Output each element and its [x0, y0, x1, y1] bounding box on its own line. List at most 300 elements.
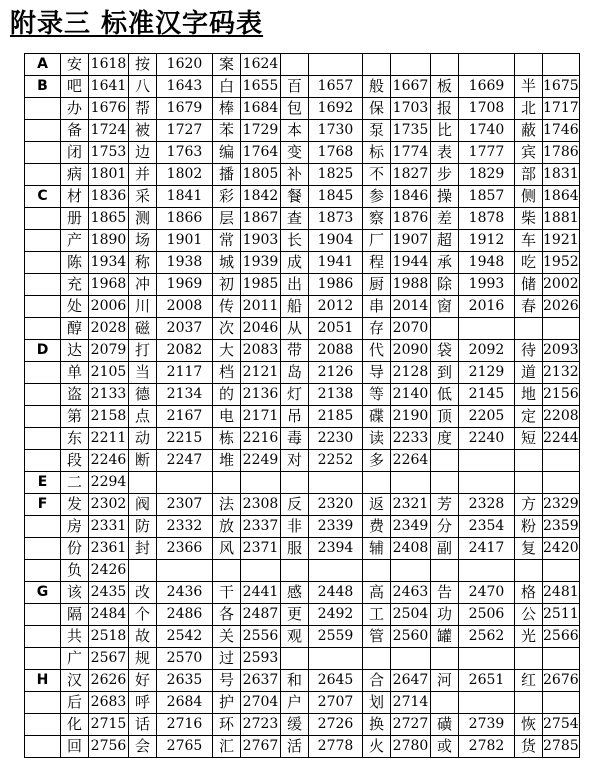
code-cell: 2140: [391, 384, 431, 406]
code-cell: 2651: [459, 670, 515, 692]
hanzi-cell: 播: [213, 164, 241, 186]
code-cell: 2294: [89, 472, 129, 494]
code-cell: 2233: [391, 428, 431, 450]
hanzi-cell: 层: [213, 208, 241, 230]
code-cell: 2230: [309, 428, 363, 450]
hanzi-cell: [431, 648, 459, 670]
code-cell: 2249: [241, 450, 281, 472]
hanzi-cell: 度: [431, 428, 459, 450]
hanzi-cell: 会: [129, 736, 157, 758]
hanzi-cell: 环: [213, 714, 241, 736]
code-cell: 1825: [309, 164, 363, 186]
code-cell: 2714: [391, 692, 431, 714]
hanzi-cell: 干: [213, 582, 241, 604]
hanzi-cell: 对: [281, 450, 309, 472]
code-cell: [543, 318, 580, 340]
hanzi-cell: 光: [515, 626, 543, 648]
hanzi-cell: 包: [281, 98, 309, 120]
hanzi-cell: 第: [61, 406, 89, 428]
hanzi-cell: 岛: [281, 362, 309, 384]
table-row: [25, 714, 580, 736]
code-cell: 1845: [309, 186, 363, 208]
table-row: [25, 164, 580, 186]
code-cell: 2093: [543, 340, 580, 362]
hanzi-cell: 单: [61, 362, 89, 384]
hanzi-cell: [281, 472, 309, 494]
code-cell: 1938: [157, 252, 213, 274]
hanzi-cell: [431, 318, 459, 340]
code-cell: 1878: [459, 208, 515, 230]
hanzi-cell: 棒: [213, 98, 241, 120]
hanzi-cell: 苯: [213, 120, 241, 142]
hanzi-cell: 案: [213, 54, 241, 76]
code-cell: [309, 648, 363, 670]
code-cell: 2567: [89, 648, 129, 670]
hanzi-cell: [363, 648, 391, 670]
hanzi-cell: 低: [431, 384, 459, 406]
code-cell: 2246: [89, 450, 129, 472]
hanzi-cell: 导: [363, 362, 391, 384]
code-cell: 2486: [157, 604, 213, 626]
hanzi-cell: 费: [363, 516, 391, 538]
hanzi-cell: 货: [515, 736, 543, 758]
hanzi-cell: 告: [431, 582, 459, 604]
group-letter: [25, 296, 61, 318]
code-cell: 2185: [309, 406, 363, 428]
hanzi-cell: 呼: [129, 692, 157, 714]
code-cell: 2026: [543, 296, 580, 318]
group-letter: [25, 428, 61, 450]
hanzi-cell: [515, 54, 543, 76]
table-row: [25, 362, 580, 384]
hanzi-cell: 称: [129, 252, 157, 274]
table-row: [25, 516, 580, 538]
group-letter: [25, 318, 61, 340]
hanzi-cell: 复: [515, 538, 543, 560]
group-letter: E: [25, 472, 61, 494]
hanzi-cell: [213, 560, 241, 582]
hanzi-cell: 被: [129, 120, 157, 142]
code-cell: 1827: [391, 164, 431, 186]
group-letter: [25, 142, 61, 164]
hanzi-cell: 管: [363, 626, 391, 648]
hanzi-cell: 档: [213, 362, 241, 384]
hanzi-cell: 和: [281, 670, 309, 692]
table-row: [25, 142, 580, 164]
hanzi-cell: 隔: [61, 604, 89, 626]
hanzi-cell: 非: [281, 516, 309, 538]
code-cell: 2436: [157, 582, 213, 604]
hanzi-cell: 话: [129, 714, 157, 736]
code-cell: 2560: [391, 626, 431, 648]
code-cell: 1921: [543, 230, 580, 252]
code-cell: 2133: [89, 384, 129, 406]
code-cell: 2626: [89, 670, 129, 692]
code-cell: 1692: [309, 98, 363, 120]
code-cell: [543, 560, 580, 582]
group-letter: [25, 692, 61, 714]
code-cell: [157, 472, 213, 494]
hanzi-cell: 阀: [129, 494, 157, 516]
hanzi-cell: 规: [129, 648, 157, 670]
hanzi-cell: 后: [61, 692, 89, 714]
table-row: [25, 296, 580, 318]
code-cell: [391, 560, 431, 582]
code-cell: 2307: [157, 494, 213, 516]
code-cell: [543, 692, 580, 714]
code-cell: 1620: [157, 54, 213, 76]
hanzi-cell: 缓: [281, 714, 309, 736]
code-cell: 2704: [241, 692, 281, 714]
hanzi-cell: 高: [363, 582, 391, 604]
hanzi-cell: 闭: [61, 142, 89, 164]
hanzi-cell: 察: [363, 208, 391, 230]
hanzi-cell: 地: [515, 384, 543, 406]
code-cell: 2426: [89, 560, 129, 582]
table-row: [25, 494, 580, 516]
code-cell: 2559: [309, 626, 363, 648]
hanzi-cell: 材: [61, 186, 89, 208]
hanzi-cell: 充: [61, 274, 89, 296]
hanzi-cell: 更: [281, 604, 309, 626]
code-cell: 1934: [89, 252, 129, 274]
hanzi-cell: 次: [213, 318, 241, 340]
table-row: [25, 472, 580, 494]
hanzi-cell: 参: [363, 186, 391, 208]
hanzi-cell: [515, 560, 543, 582]
hanzi-cell: 出: [281, 274, 309, 296]
group-letter: [25, 516, 61, 538]
code-cell: 1774: [391, 142, 431, 164]
code-cell: 1841: [157, 186, 213, 208]
code-cell: 2216: [241, 428, 281, 450]
code-cell: 1740: [459, 120, 515, 142]
code-cell: 2002: [543, 274, 580, 296]
hanzi-cell: 读: [363, 428, 391, 450]
code-cell: 2448: [309, 582, 363, 604]
hanzi-cell: [431, 54, 459, 76]
hanzi-cell: [431, 450, 459, 472]
group-letter: [25, 538, 61, 560]
group-letter: [25, 648, 61, 670]
hanzi-cell: 部: [515, 164, 543, 186]
hanzi-cell: 蔽: [515, 120, 543, 142]
group-letter: A: [25, 54, 61, 76]
code-cell: 2359: [543, 516, 580, 538]
code-cell: 2171: [241, 406, 281, 428]
code-cell: 1873: [309, 208, 363, 230]
hanzi-cell: 德: [129, 384, 157, 406]
code-cell: 1729: [241, 120, 281, 142]
code-cell: 1669: [459, 76, 515, 98]
code-cell: 2008: [157, 296, 213, 318]
hanzi-cell: 故: [129, 626, 157, 648]
code-cell: 1941: [309, 252, 363, 274]
code-cell: 1667: [391, 76, 431, 98]
hanzi-cell: 格: [515, 582, 543, 604]
code-cell: 2012: [309, 296, 363, 318]
hanzi-cell: 采: [129, 186, 157, 208]
code-cell: 2417: [459, 538, 515, 560]
hanzi-cell: 毒: [281, 428, 309, 450]
group-letter: [25, 164, 61, 186]
code-cell: 2117: [157, 362, 213, 384]
hanzi-cell: 处: [61, 296, 89, 318]
hanzi-cell: 汉: [61, 670, 89, 692]
hanzi-cell: [363, 472, 391, 494]
table-row: [25, 208, 580, 230]
code-cell: 1805: [241, 164, 281, 186]
group-letter: [25, 604, 61, 626]
code-table: [24, 53, 580, 758]
hanzi-cell: 边: [129, 142, 157, 164]
hanzi-cell: 等: [363, 384, 391, 406]
hanzi-cell: 常: [213, 230, 241, 252]
hanzi-cell: 北: [515, 98, 543, 120]
hanzi-cell: 二: [61, 472, 89, 494]
hanzi-cell: 护: [213, 692, 241, 714]
code-cell: 1655: [241, 76, 281, 98]
hanzi-cell: 代: [363, 340, 391, 362]
code-cell: 2349: [391, 516, 431, 538]
hanzi-cell: 过: [213, 648, 241, 670]
code-cell: 2511: [543, 604, 580, 626]
code-cell: 2593: [241, 648, 281, 670]
code-cell: 1831: [543, 164, 580, 186]
hanzi-cell: 活: [281, 736, 309, 758]
code-cell: 1764: [241, 142, 281, 164]
code-cell: [459, 648, 515, 670]
group-letter: [25, 98, 61, 120]
code-cell: 1969: [157, 274, 213, 296]
code-cell: 2092: [459, 340, 515, 362]
code-cell: 1753: [89, 142, 129, 164]
hanzi-cell: 磺: [431, 714, 459, 736]
table-row: [25, 428, 580, 450]
hanzi-cell: 袋: [431, 340, 459, 362]
hanzi-cell: 共: [61, 626, 89, 648]
hanzi-cell: 标: [363, 142, 391, 164]
code-cell: [241, 560, 281, 582]
hanzi-cell: 东: [61, 428, 89, 450]
hanzi-cell: 春: [515, 296, 543, 318]
hanzi-cell: 不: [363, 164, 391, 186]
hanzi-cell: 多: [363, 450, 391, 472]
hanzi-cell: 粉: [515, 516, 543, 538]
table-row: [25, 186, 580, 208]
code-cell: 2542: [157, 626, 213, 648]
hanzi-cell: 步: [431, 164, 459, 186]
hanzi-cell: 功: [431, 604, 459, 626]
table-row: [25, 582, 580, 604]
code-cell: 2676: [543, 670, 580, 692]
code-cell: 2028: [89, 318, 129, 340]
code-cell: 2556: [241, 626, 281, 648]
code-cell: 2329: [543, 494, 580, 516]
code-cell: 1944: [391, 252, 431, 274]
group-letter: C: [25, 186, 61, 208]
hanzi-cell: 帮: [129, 98, 157, 120]
code-cell: 2006: [89, 296, 129, 318]
hanzi-cell: 改: [129, 582, 157, 604]
table-row: [25, 604, 580, 626]
code-cell: 1768: [309, 142, 363, 164]
code-cell: 1907: [391, 230, 431, 252]
code-cell: 2320: [309, 494, 363, 516]
code-cell: 2136: [241, 384, 281, 406]
code-cell: 1939: [241, 252, 281, 274]
hanzi-cell: 段: [61, 450, 89, 472]
code-cell: 2090: [391, 340, 431, 362]
hanzi-cell: 测: [129, 208, 157, 230]
code-cell: 2215: [157, 428, 213, 450]
code-cell: 2726: [309, 714, 363, 736]
code-cell: 2128: [391, 362, 431, 384]
code-cell: 2394: [309, 538, 363, 560]
code-cell: 2707: [309, 692, 363, 714]
code-cell: 2240: [459, 428, 515, 450]
code-cell: 2408: [391, 538, 431, 560]
hanzi-cell: 成: [281, 252, 309, 274]
hanzi-cell: 达: [61, 340, 89, 362]
code-cell: 1703: [391, 98, 431, 120]
group-letter: F: [25, 494, 61, 516]
code-cell: 1676: [89, 98, 129, 120]
code-cell: 2046: [241, 318, 281, 340]
hanzi-cell: 方: [515, 494, 543, 516]
code-cell: 1684: [241, 98, 281, 120]
hanzi-cell: 大: [213, 340, 241, 362]
hanzi-cell: 厂: [363, 230, 391, 252]
hanzi-cell: 病: [61, 164, 89, 186]
hanzi-cell: [213, 472, 241, 494]
code-cell: 1657: [309, 76, 363, 98]
code-cell: 1846: [391, 186, 431, 208]
code-cell: 2647: [391, 670, 431, 692]
code-cell: 2016: [459, 296, 515, 318]
hanzi-cell: 侧: [515, 186, 543, 208]
hanzi-cell: 灯: [281, 384, 309, 406]
hanzi-cell: 保: [363, 98, 391, 120]
code-cell: 2132: [543, 362, 580, 384]
code-cell: 2354: [459, 516, 515, 538]
hanzi-cell: [281, 560, 309, 582]
hanzi-cell: 法: [213, 494, 241, 516]
code-cell: 2361: [89, 538, 129, 560]
group-letter: [25, 384, 61, 406]
code-cell: 2331: [89, 516, 129, 538]
code-cell: 2484: [89, 604, 129, 626]
table-row: [25, 340, 580, 362]
code-cell: 2435: [89, 582, 129, 604]
code-cell: 2420: [543, 538, 580, 560]
hanzi-cell: 堆: [213, 450, 241, 472]
code-cell: 2321: [391, 494, 431, 516]
table-row: [25, 318, 580, 340]
hanzi-cell: 工: [363, 604, 391, 626]
table-row: [25, 670, 580, 692]
hanzi-cell: 顶: [431, 406, 459, 428]
hanzi-cell: 各: [213, 604, 241, 626]
hanzi-cell: 观: [281, 626, 309, 648]
group-letter: [25, 736, 61, 758]
group-letter: [25, 208, 61, 230]
hanzi-cell: 公: [515, 604, 543, 626]
table-row: [25, 406, 580, 428]
hanzi-cell: 变: [281, 142, 309, 164]
code-cell: 2470: [459, 582, 515, 604]
hanzi-cell: 川: [129, 296, 157, 318]
table-row: [25, 692, 580, 714]
code-cell: 2487: [241, 604, 281, 626]
hanzi-cell: 传: [213, 296, 241, 318]
code-cell: 2014: [391, 296, 431, 318]
hanzi-cell: 彩: [213, 186, 241, 208]
hanzi-cell: 份: [61, 538, 89, 560]
group-letter: G: [25, 582, 61, 604]
code-cell: 1679: [157, 98, 213, 120]
code-cell: 1641: [89, 76, 129, 98]
code-cell: 2645: [309, 670, 363, 692]
hanzi-cell: 个: [129, 604, 157, 626]
hanzi-cell: [515, 692, 543, 714]
code-cell: 1717: [543, 98, 580, 120]
code-cell: 2264: [391, 450, 431, 472]
hanzi-cell: [431, 472, 459, 494]
code-cell: 1904: [309, 230, 363, 252]
hanzi-cell: 补: [281, 164, 309, 186]
group-letter: H: [25, 670, 61, 692]
code-cell: 2785: [543, 736, 580, 758]
table-row: [25, 120, 580, 142]
hanzi-cell: [129, 560, 157, 582]
code-cell: 1624: [241, 54, 281, 76]
code-cell: [391, 54, 431, 76]
hanzi-cell: 场: [129, 230, 157, 252]
hanzi-cell: 办: [61, 98, 89, 120]
table-row: [25, 230, 580, 252]
hanzi-cell: 合: [363, 670, 391, 692]
code-cell: 2105: [89, 362, 129, 384]
hanzi-cell: 芳: [431, 494, 459, 516]
hanzi-cell: 吊: [281, 406, 309, 428]
hanzi-cell: 碟: [363, 406, 391, 428]
code-cell: 2754: [543, 714, 580, 736]
table-row: [25, 450, 580, 472]
table-row: [25, 626, 580, 648]
hanzi-cell: 醇: [61, 318, 89, 340]
group-letter: [25, 450, 61, 472]
hanzi-cell: 存: [363, 318, 391, 340]
code-cell: 1890: [89, 230, 129, 252]
code-cell: 2205: [459, 406, 515, 428]
code-cell: 2481: [543, 582, 580, 604]
code-cell: 2332: [157, 516, 213, 538]
hanzi-cell: 火: [363, 736, 391, 758]
code-cell: 2780: [391, 736, 431, 758]
code-cell: 2208: [543, 406, 580, 428]
hanzi-cell: 点: [129, 406, 157, 428]
code-cell: 2126: [309, 362, 363, 384]
code-cell: 2778: [309, 736, 363, 758]
hanzi-cell: 负: [61, 560, 89, 582]
hanzi-cell: 到: [431, 362, 459, 384]
code-cell: 2011: [241, 296, 281, 318]
hanzi-cell: 分: [431, 516, 459, 538]
page-title: 附录三 标准汉字码表: [10, 9, 264, 39]
code-cell: 1876: [391, 208, 431, 230]
code-cell: 1708: [459, 98, 515, 120]
